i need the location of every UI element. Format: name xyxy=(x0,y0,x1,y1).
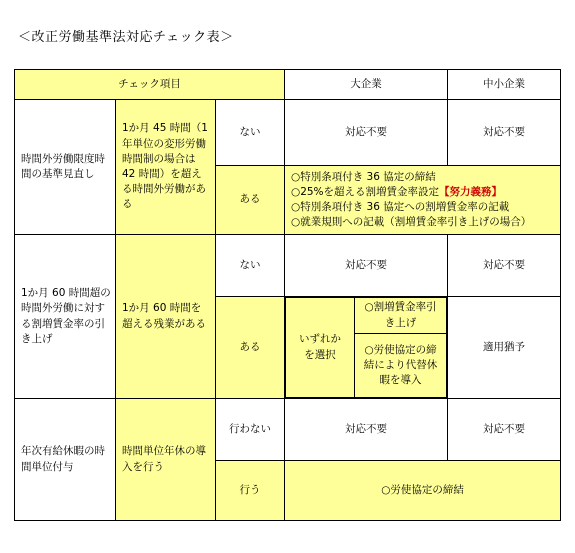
row2-yes-large xyxy=(285,297,448,399)
table-row xyxy=(15,235,561,297)
row1-no-label: ない xyxy=(216,100,285,166)
row3-no-label: 行わない xyxy=(216,399,285,461)
measure-item: ○特別条項付き 36 協定への割増賃金率の記載 xyxy=(291,201,510,213)
row3-yes-label: 行う xyxy=(216,461,285,521)
row2-yes-label: ある xyxy=(216,297,285,399)
header-check-item: チェック項目 xyxy=(15,70,285,100)
row3-no-small: 対応不要 xyxy=(448,399,561,461)
option-raise-rate: ○割増賃金率引き上げ xyxy=(355,298,447,334)
page-title: ＜改正労働基準法対応チェック表＞ xyxy=(18,30,234,45)
row1-no-large: 対応不要 xyxy=(285,100,448,166)
table-row xyxy=(15,100,561,166)
row2-condition: 1か月 60 時間を超える残業がある xyxy=(116,235,216,399)
option-subtable xyxy=(285,297,447,398)
effort-obligation-tag: 【努力義務】 xyxy=(439,185,503,198)
either-choice: いずれかを選択 xyxy=(286,298,355,398)
measure-item: ○25%を超える割増賃金率設定【努力義務】 xyxy=(291,185,503,198)
header-large-company: 大企業 xyxy=(285,70,448,100)
row2-no-label: ない xyxy=(216,235,285,297)
table-row xyxy=(15,399,561,461)
row3-no-large: 対応不要 xyxy=(285,399,448,461)
row1-no-small: 対応不要 xyxy=(448,100,561,166)
row3-yes-measure: ○労使協定の締結 xyxy=(285,461,561,521)
header-small-company: 中小企業 xyxy=(448,70,561,100)
row1-yes-label: ある xyxy=(216,166,285,235)
row2-category: 1か月 60 時間超の時間外労働に対する割増賃金率の引き上げ xyxy=(15,235,116,399)
measure-item: ○特別条項付き 36 協定の締結 xyxy=(291,170,436,183)
row2-no-large: 対応不要 xyxy=(285,235,448,297)
row3-condition: 時間単位年休の導入を行う xyxy=(116,399,216,521)
row1-category: 時間外労働限度時間の基準見直し xyxy=(15,100,116,235)
row1-condition: 1か月 45 時間（1年単位の変形労働時間制の場合は 42 時間）を超える時間外労働がある xyxy=(116,100,216,235)
checklist-table xyxy=(14,69,561,521)
row3-category: 年次有給休暇の時間単位付与 xyxy=(15,399,116,521)
row1-yes-measures xyxy=(285,166,561,235)
row2-yes-small: 適用猶予 xyxy=(448,297,561,399)
header-row xyxy=(15,70,561,100)
option-substitute-leave: ○労使協定の締結により代替休暇を導入 xyxy=(355,334,447,398)
measure-item: ○就業規則への記載（割増賃金率引き上げの場合） xyxy=(291,216,532,229)
row2-no-small: 対応不要 xyxy=(448,235,561,297)
